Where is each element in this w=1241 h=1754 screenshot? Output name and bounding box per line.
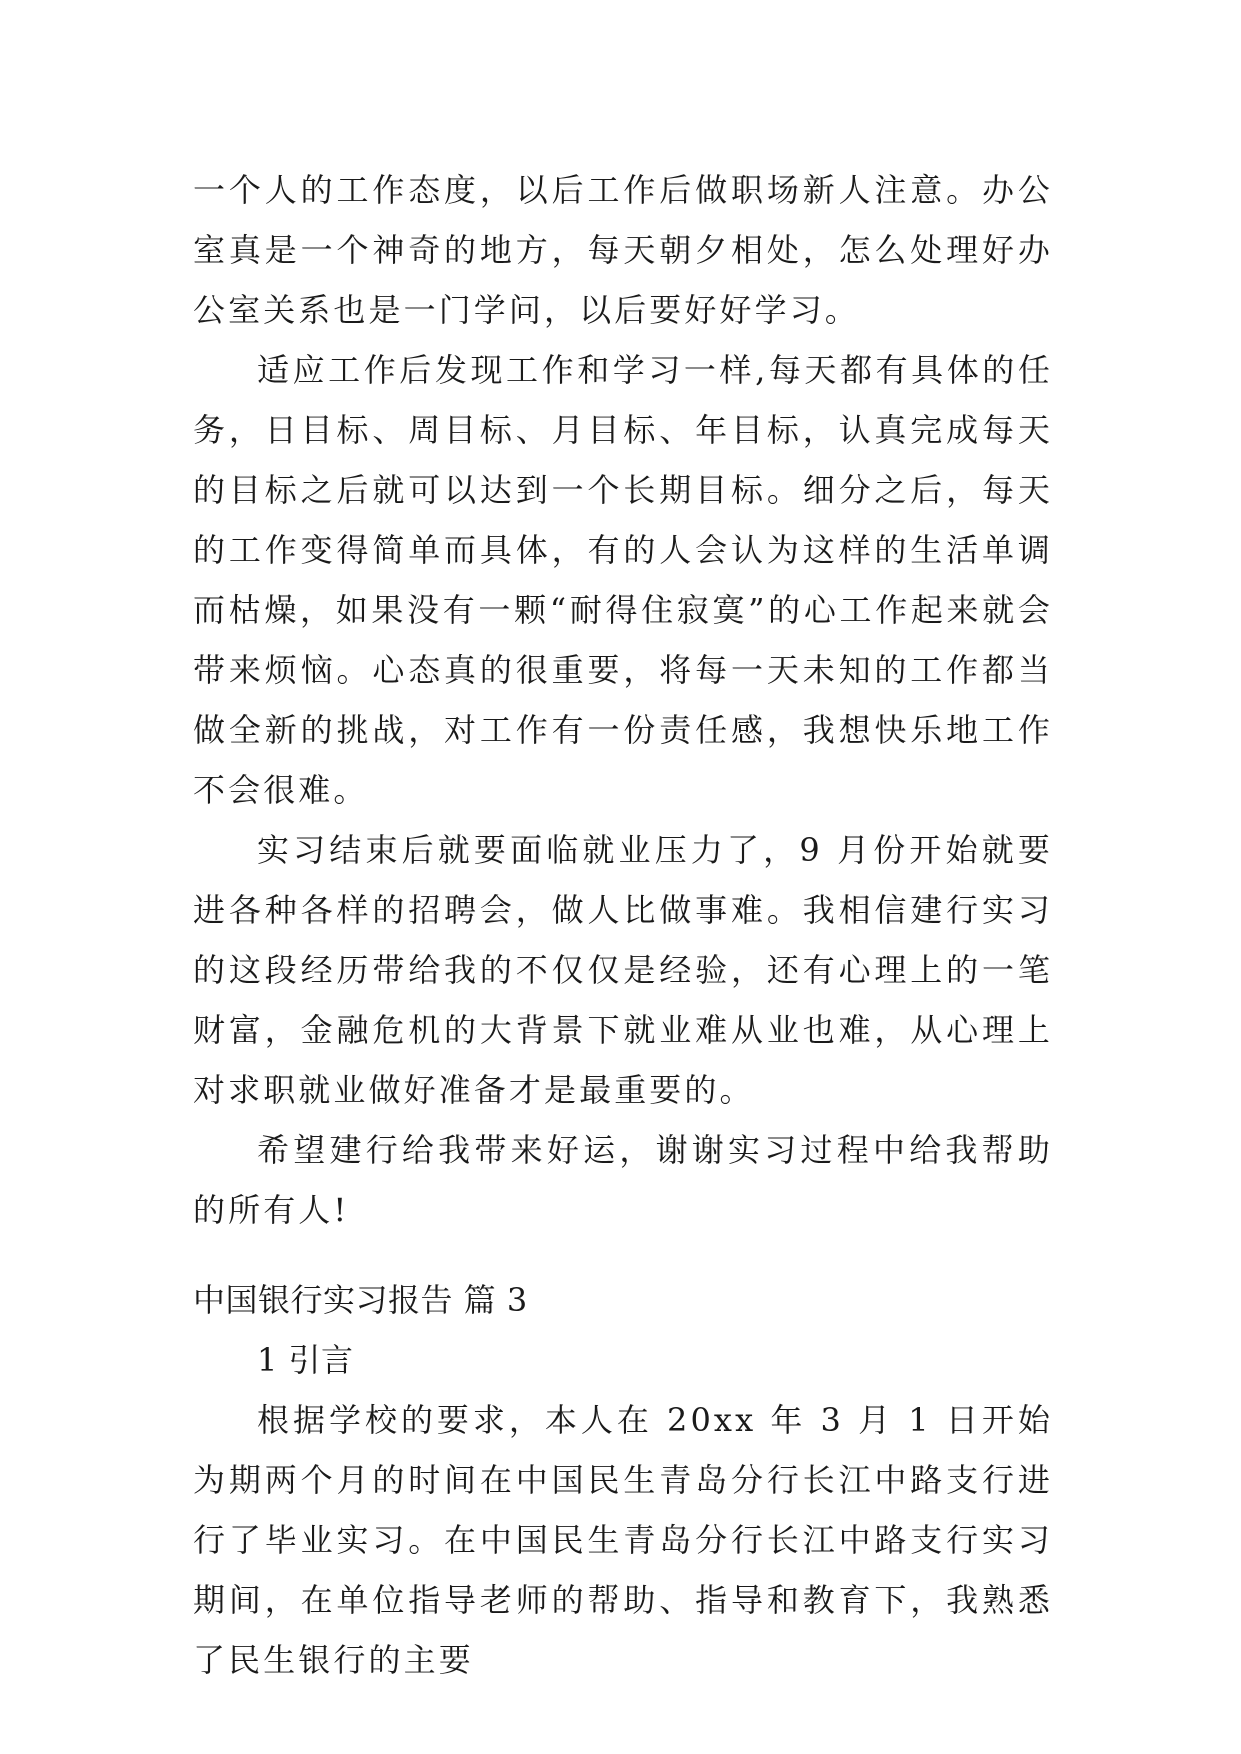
- section-title: 中国银行实习报告 篇 3: [193, 1281, 528, 1319]
- paragraph-thanks: 希望建行给我带来好运，谢谢实习过程中给我帮助的所有人!: [193, 1131, 1053, 1229]
- sub-heading-introduction: 1 引言: [257, 1341, 354, 1379]
- paragraph-continuation: 一个人的工作态度，以后工作后做职场新人注意。办公室真是一个神奇的地方，每天朝夕相处，怎么处理好办公室关系也是一门学问，以后要好好学习。: [193, 171, 1053, 329]
- paragraph-introduction: 根据学校的要求，本人在 20xx 年 3 月 1 日开始为期两个月的时间在中国民生青岛分行长江中路支行进行了毕业实习。在中国民生青岛分行长江中路支行实习期间，在单位指导老师的帮助、指导和教育下，我熟悉了民生银行的主要: [193, 1401, 1053, 1679]
- paragraph-work-adaptation: 适应工作后发现工作和学习一样,每天都有具体的任务，日目标、周目标、月目标、年目标，认真完成每天的目标之后就可以达到一个长期目标。细分之后，每天的工作变得简单而具体，有的人会认为这样的生活单调而枯燥，如果没有一颗“耐得住寂寞”的心工作起来就会带来烦恼。心态真的很重要，将每一天未知的工作都当做全新的挑战，对工作有一份责任感，我想快乐地工作不会很难。: [193, 351, 1053, 809]
- paragraph-employment-pressure: 实习结束后就要面临就业压力了，9 月份开始就要进各种各样的招聘会，做人比做事难。我相信建行实习的这段经历带给我的不仅仅是经验，还有心理上的一笔财富，金融危机的大背景下就业难从业也难，从心理上对求职就业做好准备才是最重要的。: [193, 831, 1053, 1109]
- document-body: [193, 160, 1053, 1690]
